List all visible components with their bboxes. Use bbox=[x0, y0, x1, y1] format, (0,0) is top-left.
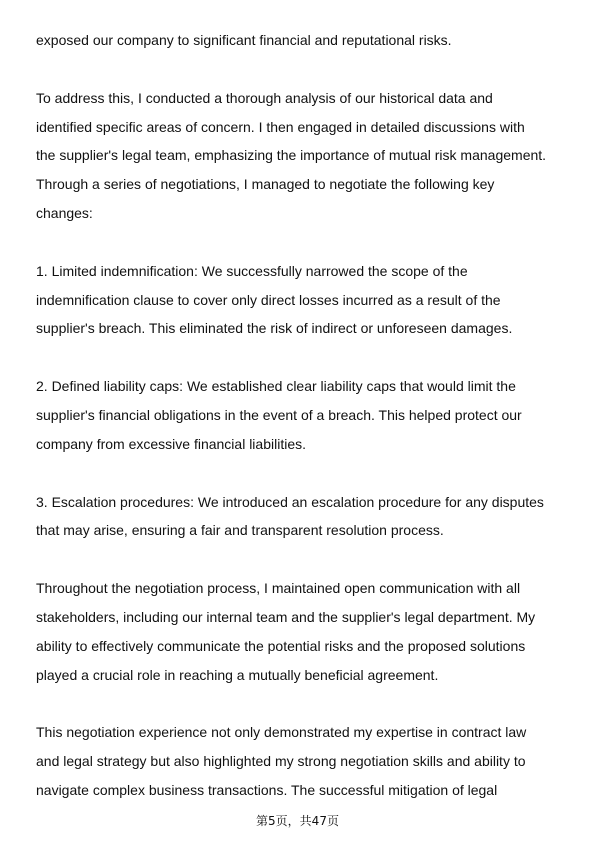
paragraph-escalation-procedures bbox=[36, 488, 566, 546]
paragraph-communication bbox=[36, 574, 566, 689]
text-line: To address this, I conducted a thorough analysis of our historical data and bbox=[36, 89, 493, 106]
text-line: played a crucial role in reaching a mutually beneficial agreement. bbox=[36, 666, 439, 683]
text-line: identified specific areas of concern. I then engaged in detailed discussions with bbox=[36, 118, 525, 135]
text-line: the supplier's legal team, emphasizing the importance of mutual risk management. bbox=[36, 147, 547, 164]
text-line: 3. Escalation procedures: We introduced an escalation procedure for any disputes bbox=[36, 493, 544, 510]
text-line: supplier's breach. This eliminated the risk of indirect or unforeseen damages. bbox=[36, 320, 513, 337]
text-line: changes: bbox=[36, 204, 93, 221]
text-line: exposed our company to significant financial and reputational risks. bbox=[36, 32, 452, 48]
paragraph-liability-caps bbox=[36, 372, 566, 458]
text-line: company from excessive financial liabilities. bbox=[36, 435, 306, 452]
paragraph-continued-risks bbox=[36, 26, 566, 55]
text-line: navigate complex business transactions. The successful mitigation of legal bbox=[36, 781, 498, 798]
text-line: indemnification clause to cover only direct losses incurred as a result of the bbox=[36, 291, 501, 308]
text-line: supplier's financial obligations in the event of a breach. This helped protect our bbox=[36, 406, 522, 423]
text-line: 2. Defined liability caps: We established clear liability caps that would limit the bbox=[36, 378, 516, 395]
text-line: Throughout the negotiation process, I maintained open communication with all bbox=[36, 580, 521, 597]
text-line: ability to effectively communicate the potential risks and the proposed solutions bbox=[36, 637, 526, 654]
document-body bbox=[36, 26, 566, 834]
text-line: This negotiation experience not only demonstrated my expertise in contract law bbox=[36, 724, 527, 741]
paragraph-analysis-negotiation bbox=[36, 84, 566, 228]
text-line: 1. Limited indemnification: We successfully narrowed the scope of the bbox=[36, 262, 468, 279]
text-line: stakeholders, including our internal team and the supplier's legal department. My bbox=[36, 608, 536, 625]
text-line: and legal strategy but also highlighted my strong negotiation skills and ability to bbox=[36, 753, 526, 770]
paragraph-experience-summary bbox=[36, 718, 566, 804]
text-line: Through a series of negotiations, I managed to negotiate the following key bbox=[36, 176, 495, 193]
paragraph-limited-indemnification bbox=[36, 257, 566, 343]
text-line: that may arise, ensuring a fair and transparent resolution process. bbox=[36, 522, 444, 539]
page-number: 第5页，共47页 bbox=[256, 814, 339, 828]
